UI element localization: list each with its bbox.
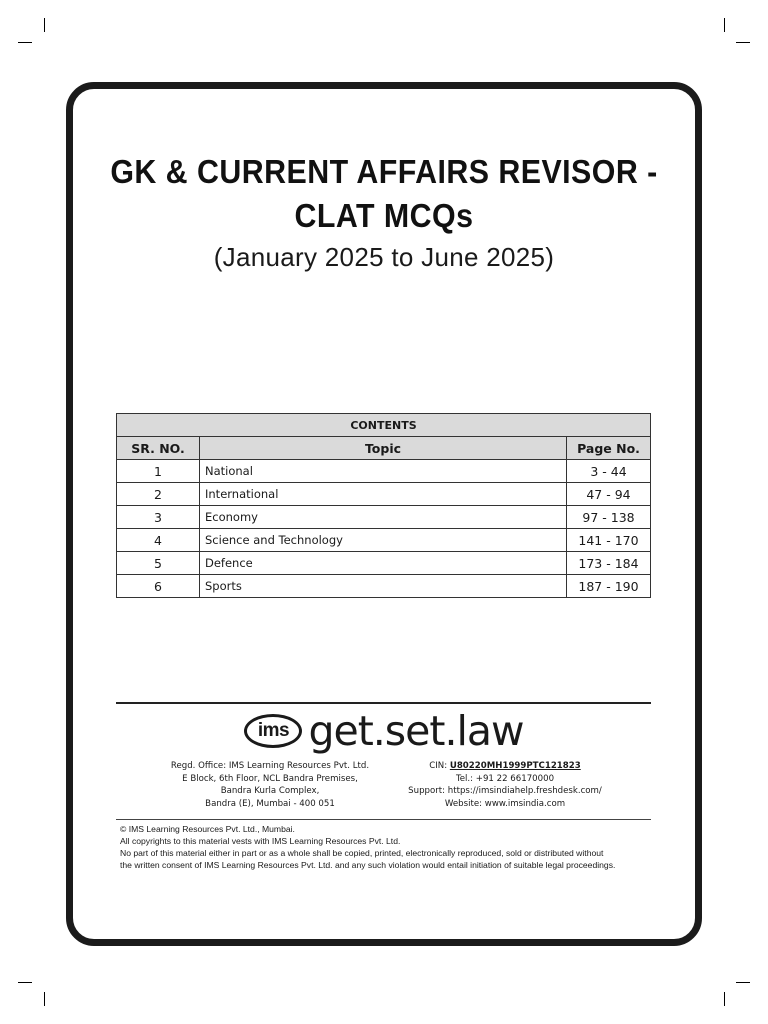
- brand-logo-text: get.set.law: [308, 707, 524, 755]
- row-sr-no: 3: [117, 506, 200, 529]
- cin-label: CIN:: [429, 761, 448, 771]
- row-pages: 47 - 94: [567, 483, 651, 506]
- website-line: Website: www.imsindia.com: [444, 798, 566, 809]
- copyright-line: No part of this material either in part or as a whole shall be copied, printed, electronically reproduced, sold or distributed without: [120, 848, 604, 858]
- header-sr-no: SR. NO.: [117, 437, 200, 460]
- crop-mark: [18, 42, 32, 43]
- copyright-line: © IMS Learning Resources Pvt. Ltd., Mumbai.: [120, 824, 295, 834]
- row-pages: 187 - 190: [567, 575, 651, 598]
- crop-mark: [18, 982, 32, 983]
- cin-value: U80220MH1999PTC121823: [449, 761, 581, 771]
- copyright-line: the written consent of IMS Learning Resources Pvt. Ltd. and any such violation would entail initiation of suitable legal proceedings.: [120, 860, 616, 870]
- crop-mark: [736, 42, 750, 43]
- document-subtitle: (January 2025 to June 2025): [213, 242, 555, 272]
- row-topic: Economy: [200, 506, 567, 529]
- row-sr-no: 1: [117, 460, 200, 483]
- footer-divider-top: [116, 702, 651, 704]
- address-line: Regd. Office: IMS Learning Resources Pvt. Ltd.: [170, 761, 370, 771]
- address-line: Bandra Kurla Complex,: [220, 786, 320, 796]
- row-sr-no: 2: [117, 483, 200, 506]
- table-row: [117, 552, 651, 575]
- tel-line: Tel.: +91 22 66170000: [455, 773, 555, 784]
- cin-line: [395, 760, 615, 773]
- row-pages: 97 - 138: [567, 506, 651, 529]
- row-topic: National: [200, 460, 567, 483]
- crop-mark: [724, 18, 725, 32]
- contents-caption-row: [117, 414, 651, 437]
- row-sr-no: 5: [117, 552, 200, 575]
- row-sr-no: 6: [117, 575, 200, 598]
- table-row: [117, 575, 651, 598]
- row-sr-no: 4: [117, 529, 200, 552]
- table-row: [117, 460, 651, 483]
- address-line: E Block, 6th Floor, NCL Bandra Premises,: [182, 773, 358, 784]
- title-line-1: GK & CURRENT AFFAIRS REVISOR -: [110, 153, 658, 190]
- row-topic: Sports: [200, 575, 567, 598]
- support-line: Support: https://imsindiahelp.freshdesk.com/: [408, 786, 602, 796]
- footer-divider-bottom: [116, 819, 651, 820]
- address-line: Bandra (E), Mumbai - 400 051: [205, 798, 335, 809]
- header-topic: Topic: [200, 437, 567, 460]
- document-title: [31, 150, 738, 238]
- crop-mark: [736, 982, 750, 983]
- header-page-no: Page No.: [567, 437, 651, 460]
- row-pages: 141 - 170: [567, 529, 651, 552]
- table-row: [117, 506, 651, 529]
- row-topic: Defence: [200, 552, 567, 575]
- registered-office-address: [150, 760, 390, 810]
- copyright-notice: [120, 823, 660, 871]
- copyright-line: All copyrights to this material vests with IMS Learning Resources Pvt. Ltd.: [120, 836, 401, 846]
- title-line-2: CLAT MCQs: [294, 197, 474, 234]
- ims-logo-badge: ims: [244, 714, 302, 748]
- contact-block: [395, 760, 615, 810]
- row-pages: 173 - 184: [567, 552, 651, 575]
- contents-table: [116, 413, 651, 598]
- crop-mark: [724, 992, 725, 1006]
- brand-logo: [0, 706, 768, 756]
- contents-header-row: [117, 437, 651, 460]
- crop-mark: [44, 992, 45, 1006]
- contents-caption: CONTENTS: [117, 414, 651, 437]
- row-topic: Science and Technology: [200, 529, 567, 552]
- row-pages: 3 - 44: [567, 460, 651, 483]
- table-row: [117, 529, 651, 552]
- row-topic: International: [200, 483, 567, 506]
- table-row: [117, 483, 651, 506]
- crop-mark: [44, 18, 45, 32]
